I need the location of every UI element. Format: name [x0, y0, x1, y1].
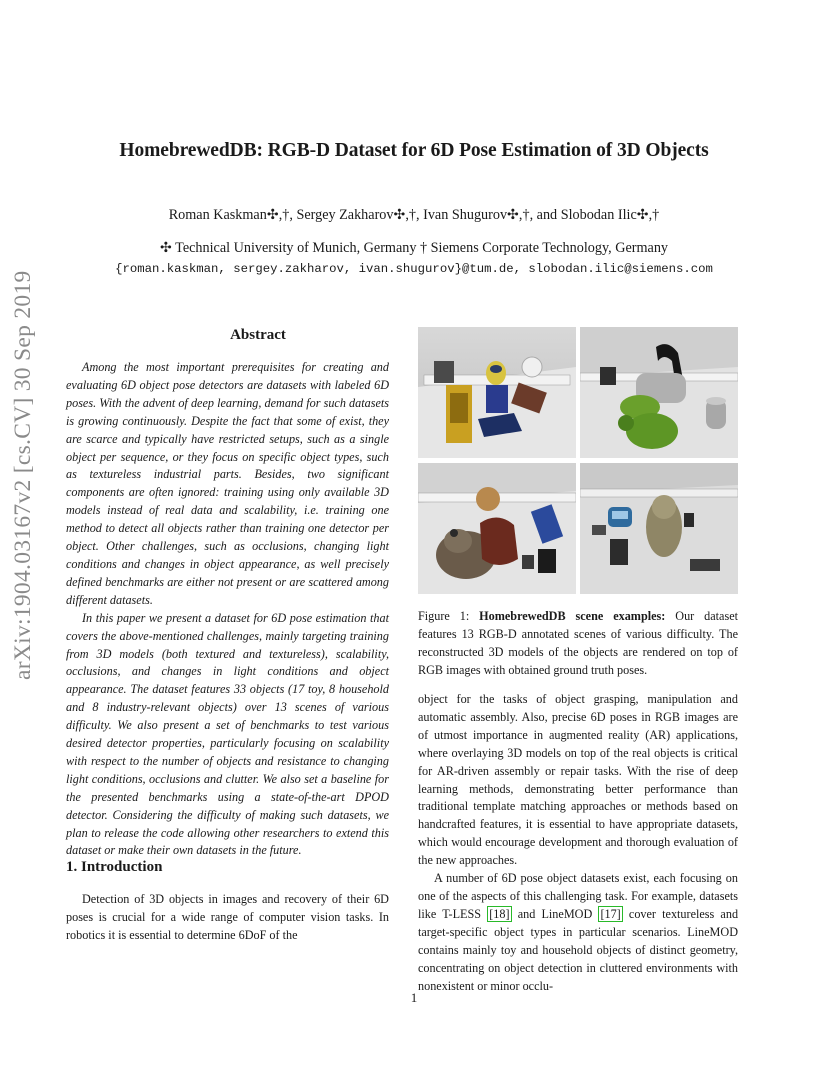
paragraph-text-c: cover textureless and target-specific object types in particular scenarios. LineMOD contains mainly toy and household objects of distinct geometry, concentrating on object detection in cluttered environments with nonexistent or minor occlu-	[418, 906, 739, 993]
right-column-body	[418, 691, 738, 995]
page-number: 1	[410, 990, 418, 1005]
caption-label: Figure 1:	[418, 609, 470, 623]
caption-bold-title: HomebrewedDB scene examples:	[479, 609, 666, 623]
paragraph-text-a: A number of 6D pose object datasets exist, each focusing on one of the aspects of this challenging task. For example, datasets like T-LESS	[418, 871, 738, 921]
scene-image-3	[418, 463, 576, 594]
paragraph-text-b: and LineMOD	[517, 906, 593, 921]
author-list: Roman Kaskman✣,†, Sergey Zakharov✣,†, Ivan Shugurov✣,†, and Slobodan Ilic✣,†	[168, 207, 660, 223]
author-emails: {roman.kaskman, sergey.zakharov, ivan.shugurov}@tum.de, slobodan.ilic@siemens.com	[115, 262, 713, 276]
abstract-body	[66, 359, 389, 860]
arxiv-stamp: arXiv:1904.03167v2 [cs.CV] 30 Sep 2019	[10, 270, 36, 680]
affiliations: ✣ Technical University of Munich, Germany † Siemens Corporate Technology, Germany	[159, 240, 669, 256]
figure-1	[418, 327, 738, 595]
introduction-body	[66, 891, 389, 945]
citation-18-link[interactable]: [18]	[489, 906, 510, 921]
abstract-paragraph-2: In this paper we present a dataset for 6D pose estimation that covers the above-mentioned challenges, mainly targeting training from 3D models (both textured and textureless), scalability, occlusions, and changes in light conditions and object appearance. The dataset features 33 objects (17 toy, 8 household and 8 industry-relevant objects) over 13 scenes of various difficulty. We also present a set of benchmarks to test various desired detector properties, particularly focusing on scalability with respect to the number of objects and resistance to changing light conditions, occlusions and clutter. We also set a baseline for the presented benchmarks using a state-of-the-art DPOD detector. Considering the difficulty of making such datasets, we plan to release the code allowing other researchers to extend this dataset or make their own datasets in the future.	[66, 610, 389, 858]
right-paragraph-2	[418, 870, 738, 995]
introduction-paragraph-1: Detection of 3D objects in images and recovery of their 6D poses is crucial for a wide range of computer vision tasks. In robotics it is essential to determine 6DoF of the	[66, 892, 389, 942]
introduction-heading: 1. Introduction	[66, 859, 163, 875]
caption-text: Our dataset features 13 RGB-D annotated scenes of various difficulty. The reconstructed 3D models of the objects are rendered on top of RGB images with obtained ground truth poses.	[418, 609, 739, 677]
scene-image-4	[580, 463, 738, 594]
right-paragraph-1: object for the tasks of object grasping, manipulation and automatic assembly. Also, precise 6D poses in RGB images are of utmost importance in augmented reality (AR) applications, where overlaying 3D models on top of the real objects is critical for AR-driven assembly or repair tasks. With the rise of deep learning methods, demonstrating better performance than traditional template matching approaches or methods based on handcrafted features, it is essential to have appropriate datasets, which would encourage development and thorough evaluation of the new approaches.	[418, 692, 738, 868]
citation-17-link[interactable]: [17]	[600, 906, 621, 921]
scene-image-1	[418, 327, 576, 458]
figure-1-caption	[418, 608, 738, 680]
paper-title: HomebrewedDB: RGB-D Dataset for 6D Pose Estimation of 3D Objects	[119, 140, 709, 161]
abstract-heading: Abstract	[230, 327, 286, 343]
abstract-paragraph-1: Among the most important prerequisites for creating and evaluating 6D object pose detectors are datasets with labeled 6D poses. With the advent of deep learning, demand for such datasets is growing continuously. Despite the fact that some of exist, they are scarce and typically have restricted setups, such as a single object per sequence, or they focus on specific object types, such as textureless industrial parts. Besides, two significant components are often ignored: training using only available 3D models instead of real data and scalability, i.e. training one method to detect all objects rather than training one detector per object. Other challenges, such as occlusions, changing light conditions and changes in object appearance, as well precisely defined benchmarks are either not present or are scattered among different datasets.	[66, 360, 389, 607]
scene-image-2	[580, 327, 738, 458]
